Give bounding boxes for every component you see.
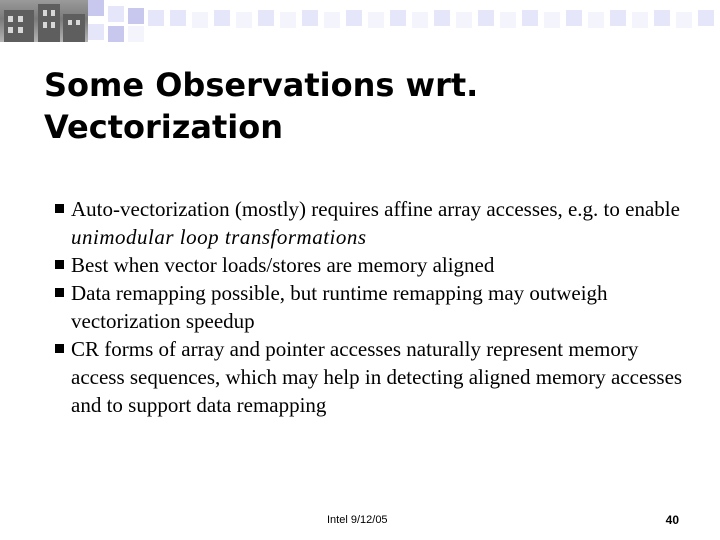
square-bullet-icon	[55, 288, 64, 297]
footer-text: Intel 9/12/05	[327, 514, 388, 526]
bullet-item	[44, 195, 694, 251]
bullet-text: Auto-vectorization (mostly) requires affine array accesses, e.g. to enable unimodular loop transformations	[71, 197, 680, 249]
bullet-list	[44, 195, 694, 419]
square-bullet-icon	[55, 344, 64, 353]
bullet-text: CR forms of array and pointer accesses naturally represent memory access sequences, which may help in detecting aligned memory accesses and to support data remapping	[71, 337, 683, 417]
bullet-item	[44, 279, 694, 335]
page-number: 40	[665, 513, 679, 527]
bullet-text: Best when vector loads/stores are memory aligned	[71, 253, 495, 277]
header-building-photo	[0, 0, 88, 42]
square-bullet-icon	[55, 204, 64, 213]
bullet-item	[44, 335, 694, 419]
slide-title: Some Observations wrt. Vectorization	[44, 66, 479, 146]
bullet-text: Data remapping possible, but runtime remapping may outweigh vectorization speedup	[71, 281, 608, 333]
square-bullet-icon	[55, 260, 64, 269]
header-checker-band	[88, 0, 720, 42]
bullet-item	[44, 251, 694, 279]
